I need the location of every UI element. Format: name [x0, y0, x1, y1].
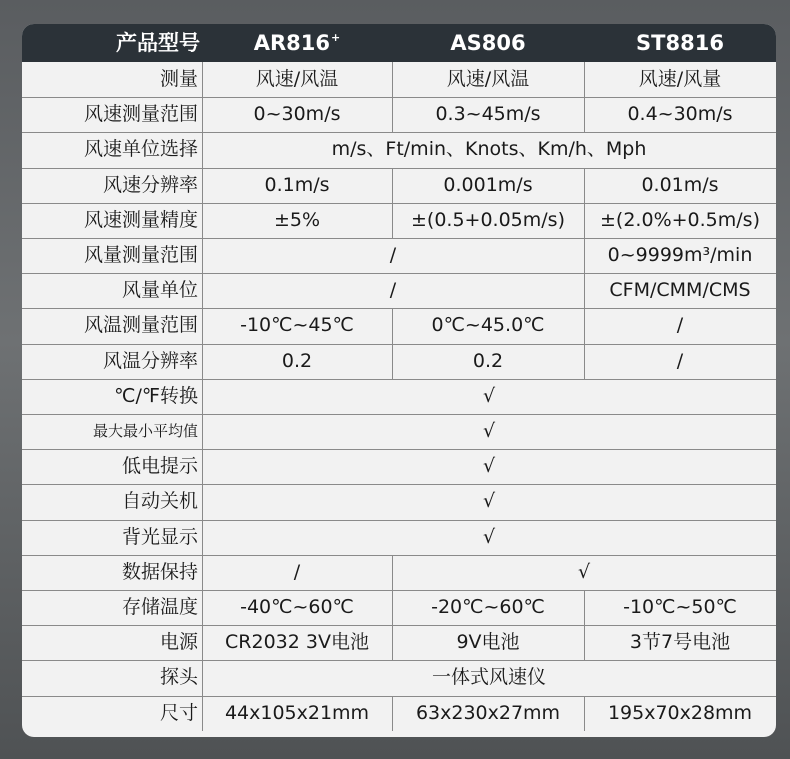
- label-divider: [202, 379, 203, 414]
- column-divider: [392, 344, 393, 379]
- label-divider: [202, 238, 203, 273]
- row-label: 存储温度: [121, 596, 198, 618]
- row-label: 背光显示: [121, 525, 198, 548]
- label-divider: [202, 62, 203, 97]
- row-value: /: [389, 279, 397, 302]
- row-value: CR2032 3V电池: [225, 631, 369, 654]
- row-divider: [22, 379, 776, 380]
- row-value: √: [482, 455, 496, 478]
- column-divider: [392, 203, 393, 238]
- column-divider: [392, 696, 393, 731]
- row-value: 63x230x27mm: [415, 701, 561, 724]
- row-value: 风速/风温: [255, 68, 339, 90]
- table-row: [22, 168, 776, 203]
- row-value: ±5%: [273, 208, 321, 231]
- table-row: [22, 484, 776, 519]
- column-divider: [392, 62, 393, 97]
- column-divider: [392, 590, 393, 625]
- column-divider: [392, 168, 393, 203]
- row-value: -10℃~50℃: [623, 596, 737, 618]
- label-divider: [202, 132, 203, 167]
- column-divider: [584, 203, 585, 238]
- row-value: 3节7号电池: [629, 631, 731, 654]
- row-label: 探头: [159, 666, 198, 689]
- label-divider: [202, 555, 203, 590]
- column-divider: [392, 97, 393, 132]
- row-value: -40℃~60℃: [240, 596, 354, 618]
- row-divider: [22, 308, 776, 309]
- row-value: 风速/风量: [638, 68, 722, 90]
- table-row: [22, 132, 776, 167]
- row-value: 9V电池: [456, 631, 520, 654]
- row-label: 电源: [159, 631, 198, 654]
- row-value: ±(2.0%+0.5m/s): [600, 208, 760, 231]
- header-model-as806: AS806: [450, 31, 526, 55]
- row-value: √: [482, 490, 496, 513]
- row-value: 0~9999m³/min: [607, 244, 753, 266]
- header-model-ar816-sup: +: [331, 31, 341, 44]
- column-divider: [584, 590, 585, 625]
- row-value: 0℃~45.0℃: [431, 314, 545, 337]
- row-label: 尺寸: [159, 701, 198, 724]
- row-label: 风速测量精度: [83, 208, 198, 231]
- table-row: [22, 203, 776, 238]
- column-divider: [584, 625, 585, 660]
- label-divider: [202, 449, 203, 484]
- row-divider: [22, 132, 776, 133]
- header-model-ar816-name: AR816: [253, 31, 331, 55]
- row-value: 风速/风温: [446, 68, 530, 90]
- row-label: 风量测量范围: [83, 244, 198, 266]
- label-divider: [202, 203, 203, 238]
- column-divider: [584, 273, 585, 308]
- row-label: 自动关机: [121, 490, 198, 513]
- table-row: [22, 520, 776, 555]
- row-value: 0.1m/s: [264, 173, 330, 196]
- column-divider: [584, 696, 585, 731]
- row-divider: [22, 203, 776, 204]
- row-value: ±(0.5+0.05m/s): [411, 208, 565, 231]
- row-divider: [22, 414, 776, 415]
- header-model-st8816: ST8816: [636, 31, 724, 55]
- column-divider: [584, 344, 585, 379]
- row-value: CFM/CMM/CMS: [609, 279, 751, 302]
- label-divider: [202, 344, 203, 379]
- label-divider: [202, 625, 203, 660]
- row-value: √: [577, 560, 591, 583]
- row-value: √: [482, 384, 496, 407]
- label-divider: [202, 273, 203, 308]
- row-label: 风速测量范围: [83, 103, 198, 126]
- row-value: √: [482, 525, 496, 548]
- label-divider: [202, 660, 203, 695]
- row-divider: [22, 625, 776, 626]
- table-row: [22, 590, 776, 625]
- header-label: 产品型号: [116, 31, 200, 55]
- row-divider: [22, 696, 776, 697]
- row-divider: [22, 168, 776, 169]
- table-row: [22, 555, 776, 590]
- row-label: 数据保持: [121, 560, 198, 583]
- label-divider: [202, 520, 203, 555]
- row-value: /: [293, 560, 301, 583]
- row-value: m/s、Ft/min、Knots、Km/h、Mph: [331, 138, 647, 161]
- label-divider: [202, 308, 203, 343]
- row-divider: [22, 238, 776, 239]
- row-value: 0.3~45m/s: [435, 103, 541, 126]
- column-divider: [584, 62, 585, 97]
- column-divider: [584, 238, 585, 273]
- row-divider: [22, 273, 776, 274]
- row-value: 0.001m/s: [443, 173, 533, 196]
- column-divider: [392, 555, 393, 590]
- table-row: [22, 344, 776, 379]
- row-value: 0.2: [472, 349, 504, 372]
- label-divider: [202, 484, 203, 519]
- row-value: /: [676, 314, 684, 337]
- row-label: 低电提示: [121, 455, 198, 478]
- row-value: 0~30m/s: [253, 103, 341, 126]
- table-row: [22, 308, 776, 343]
- row-label: ℃/℉转换: [114, 384, 198, 407]
- row-label: 最大最小平均值: [92, 422, 198, 440]
- row-label: 测量: [159, 68, 198, 90]
- row-divider: [22, 555, 776, 556]
- row-label: 风速分辨率: [102, 173, 198, 196]
- row-value: 一体式风速仪: [431, 666, 546, 689]
- row-value: 0.4~30m/s: [627, 103, 733, 126]
- row-value: 0.2: [281, 349, 313, 372]
- row-value: /: [676, 349, 684, 372]
- table-row: [22, 696, 776, 731]
- table-row: [22, 273, 776, 308]
- label-divider: [202, 97, 203, 132]
- row-divider: [22, 520, 776, 521]
- row-label: 风量单位: [121, 279, 198, 302]
- header-model-ar816: [202, 24, 392, 62]
- column-divider: [584, 97, 585, 132]
- row-value: 0.01m/s: [641, 173, 719, 196]
- row-value: 44x105x21mm: [224, 701, 370, 724]
- label-divider: [202, 590, 203, 625]
- table-row: [22, 379, 776, 414]
- label-divider: [202, 414, 203, 449]
- column-divider: [584, 168, 585, 203]
- table-row: [22, 449, 776, 484]
- row-divider: [22, 449, 776, 450]
- row-divider: [22, 97, 776, 98]
- row-label: 风温分辨率: [102, 349, 198, 372]
- table-row: [22, 97, 776, 132]
- column-divider: [584, 308, 585, 343]
- table-row: [22, 625, 776, 660]
- row-value: -20℃~60℃: [431, 596, 545, 618]
- row-divider: [22, 590, 776, 591]
- table-row: [22, 660, 776, 695]
- row-value: -10℃~45℃: [240, 314, 354, 337]
- row-label: 风速单位选择: [83, 138, 198, 161]
- label-divider: [202, 696, 203, 731]
- row-label: 风温测量范围: [83, 314, 198, 337]
- table-row: [22, 238, 776, 273]
- row-divider: [22, 344, 776, 345]
- column-divider: [392, 308, 393, 343]
- row-divider: [22, 660, 776, 661]
- column-divider: [392, 625, 393, 660]
- row-value: /: [389, 244, 397, 266]
- label-divider: [202, 168, 203, 203]
- table-row: [22, 414, 776, 449]
- row-divider: [22, 484, 776, 485]
- spec-table: [22, 24, 776, 737]
- table-row: [22, 62, 776, 97]
- row-value: √: [482, 420, 496, 442]
- table-header: [22, 24, 776, 62]
- row-value: 195x70x28mm: [607, 701, 753, 724]
